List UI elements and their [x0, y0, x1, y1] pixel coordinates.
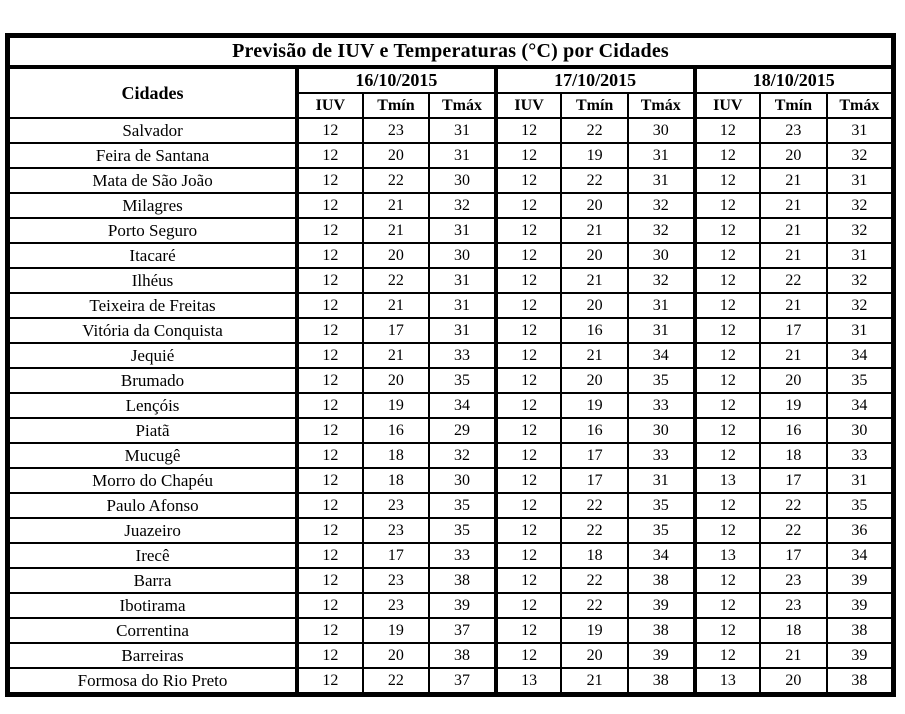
value-cell: 12 — [496, 393, 562, 418]
date-header-row — [8, 67, 894, 93]
value-cell: 34 — [827, 543, 894, 568]
table-row — [8, 468, 894, 493]
value-cell: 20 — [363, 143, 430, 168]
value-cell: 37 — [429, 668, 496, 695]
value-cell: 33 — [429, 543, 496, 568]
value-cell: 12 — [297, 618, 363, 643]
value-cell: 31 — [429, 143, 496, 168]
value-cell: 21 — [561, 343, 628, 368]
value-cell: 31 — [628, 168, 695, 193]
value-cell: 16 — [760, 418, 827, 443]
value-cell: 32 — [429, 443, 496, 468]
value-cell: 12 — [496, 643, 562, 668]
value-cell: 35 — [429, 493, 496, 518]
value-cell: 31 — [628, 468, 695, 493]
value-cell: 20 — [561, 193, 628, 218]
value-cell: 36 — [827, 518, 894, 543]
value-cell: 19 — [561, 143, 628, 168]
subheader-tmin: Tmín — [760, 93, 827, 118]
city-cell: Vitória da Conquista — [8, 318, 298, 343]
value-cell: 32 — [827, 193, 894, 218]
value-cell: 33 — [429, 343, 496, 368]
value-cell: 32 — [827, 268, 894, 293]
value-cell: 12 — [297, 668, 363, 695]
value-cell: 21 — [561, 268, 628, 293]
value-cell: 21 — [363, 343, 430, 368]
value-cell: 20 — [363, 643, 430, 668]
value-cell: 17 — [561, 468, 628, 493]
value-cell: 12 — [496, 468, 562, 493]
value-cell: 12 — [695, 318, 761, 343]
title-row — [8, 36, 894, 68]
value-cell: 31 — [429, 118, 496, 143]
value-cell: 31 — [827, 468, 894, 493]
value-cell: 18 — [760, 443, 827, 468]
city-cell: Mata de São João — [8, 168, 298, 193]
value-cell: 32 — [429, 193, 496, 218]
value-cell: 22 — [561, 168, 628, 193]
value-cell: 38 — [827, 618, 894, 643]
value-cell: 20 — [363, 243, 430, 268]
value-cell: 12 — [297, 543, 363, 568]
value-cell: 32 — [827, 143, 894, 168]
value-cell: 17 — [363, 318, 430, 343]
value-cell: 22 — [760, 493, 827, 518]
value-cell: 21 — [561, 668, 628, 695]
value-cell: 33 — [628, 393, 695, 418]
city-cell: Milagres — [8, 193, 298, 218]
value-cell: 12 — [297, 393, 363, 418]
value-cell: 17 — [363, 543, 430, 568]
value-cell: 12 — [695, 418, 761, 443]
value-cell: 16 — [363, 418, 430, 443]
value-cell: 12 — [496, 168, 562, 193]
value-cell: 12 — [297, 318, 363, 343]
value-cell: 34 — [827, 343, 894, 368]
value-cell: 21 — [561, 218, 628, 243]
value-cell: 39 — [628, 643, 695, 668]
value-cell: 34 — [429, 393, 496, 418]
value-cell: 31 — [429, 318, 496, 343]
table-row — [8, 218, 894, 243]
value-cell: 12 — [297, 118, 363, 143]
city-cell: Itacaré — [8, 243, 298, 268]
value-cell: 33 — [827, 443, 894, 468]
value-cell: 32 — [628, 268, 695, 293]
value-cell: 12 — [297, 443, 363, 468]
value-cell: 39 — [429, 593, 496, 618]
value-cell: 12 — [496, 243, 562, 268]
value-cell: 34 — [827, 393, 894, 418]
value-cell: 12 — [496, 318, 562, 343]
value-cell: 13 — [695, 468, 761, 493]
value-cell: 18 — [561, 543, 628, 568]
value-cell: 12 — [496, 218, 562, 243]
subheader-iuv: IUV — [496, 93, 562, 118]
table-row — [8, 568, 894, 593]
table-row — [8, 368, 894, 393]
value-cell: 29 — [429, 418, 496, 443]
value-cell: 12 — [496, 568, 562, 593]
value-cell: 12 — [695, 618, 761, 643]
value-cell: 31 — [628, 293, 695, 318]
value-cell: 31 — [827, 168, 894, 193]
value-cell: 21 — [363, 293, 430, 318]
city-cell: Irecê — [8, 543, 298, 568]
value-cell: 38 — [429, 568, 496, 593]
value-cell: 12 — [496, 543, 562, 568]
value-cell: 30 — [628, 418, 695, 443]
city-cell: Ilhéus — [8, 268, 298, 293]
value-cell: 21 — [760, 193, 827, 218]
value-cell: 12 — [695, 143, 761, 168]
value-cell: 19 — [363, 393, 430, 418]
value-cell: 12 — [695, 643, 761, 668]
value-cell: 38 — [628, 618, 695, 643]
value-cell: 39 — [628, 593, 695, 618]
value-cell: 21 — [363, 193, 430, 218]
value-cell: 17 — [760, 468, 827, 493]
value-cell: 18 — [363, 468, 430, 493]
subheader-iuv: IUV — [695, 93, 761, 118]
value-cell: 17 — [760, 318, 827, 343]
subheader-tmax: Tmáx — [429, 93, 496, 118]
value-cell: 39 — [827, 568, 894, 593]
value-cell: 19 — [363, 618, 430, 643]
value-cell: 22 — [760, 268, 827, 293]
value-cell: 33 — [628, 443, 695, 468]
table-body — [8, 118, 894, 695]
value-cell: 38 — [827, 668, 894, 695]
value-cell: 22 — [561, 493, 628, 518]
value-cell: 32 — [628, 193, 695, 218]
value-cell: 12 — [297, 218, 363, 243]
value-cell: 12 — [496, 618, 562, 643]
table-row — [8, 118, 894, 143]
table-row — [8, 343, 894, 368]
value-cell: 23 — [760, 568, 827, 593]
table-row — [8, 643, 894, 668]
value-cell: 23 — [760, 118, 827, 143]
value-cell: 34 — [628, 543, 695, 568]
value-cell: 30 — [429, 168, 496, 193]
subheader-tmax: Tmáx — [827, 93, 894, 118]
city-cell: Brumado — [8, 368, 298, 393]
value-cell: 12 — [695, 268, 761, 293]
value-cell: 12 — [496, 343, 562, 368]
value-cell: 12 — [297, 293, 363, 318]
table-row — [8, 393, 894, 418]
value-cell: 30 — [628, 118, 695, 143]
value-cell: 21 — [760, 168, 827, 193]
value-cell: 23 — [363, 593, 430, 618]
value-cell: 20 — [760, 668, 827, 695]
subheader-tmax: Tmáx — [628, 93, 695, 118]
value-cell: 39 — [827, 643, 894, 668]
value-cell: 12 — [297, 143, 363, 168]
table-row — [8, 543, 894, 568]
value-cell: 12 — [297, 418, 363, 443]
value-cell: 22 — [363, 268, 430, 293]
value-cell: 22 — [561, 118, 628, 143]
value-cell: 12 — [695, 443, 761, 468]
value-cell: 12 — [695, 493, 761, 518]
value-cell: 12 — [695, 118, 761, 143]
value-cell: 21 — [760, 643, 827, 668]
value-cell: 12 — [496, 118, 562, 143]
value-cell: 12 — [297, 168, 363, 193]
value-cell: 13 — [695, 543, 761, 568]
value-cell: 12 — [496, 143, 562, 168]
value-cell: 20 — [561, 243, 628, 268]
value-cell: 23 — [363, 118, 430, 143]
value-cell: 21 — [760, 343, 827, 368]
city-cell: Salvador — [8, 118, 298, 143]
value-cell: 16 — [561, 318, 628, 343]
value-cell: 12 — [297, 268, 363, 293]
value-cell: 12 — [496, 268, 562, 293]
value-cell: 20 — [760, 143, 827, 168]
table-row — [8, 443, 894, 468]
value-cell: 19 — [760, 393, 827, 418]
value-cell: 12 — [496, 418, 562, 443]
city-cell: Piatã — [8, 418, 298, 443]
city-cell: Jequié — [8, 343, 298, 368]
table-row — [8, 243, 894, 268]
value-cell: 12 — [695, 343, 761, 368]
value-cell: 12 — [297, 243, 363, 268]
value-cell: 20 — [561, 368, 628, 393]
subheader-tmin: Tmín — [363, 93, 430, 118]
city-cell: Morro do Chapéu — [8, 468, 298, 493]
city-cell: Paulo Afonso — [8, 493, 298, 518]
value-cell: 21 — [760, 218, 827, 243]
value-cell: 13 — [496, 668, 562, 695]
value-cell: 31 — [827, 318, 894, 343]
value-cell: 30 — [429, 468, 496, 493]
value-cell: 12 — [695, 293, 761, 318]
value-cell: 32 — [827, 293, 894, 318]
forecast-table — [5, 33, 896, 697]
value-cell: 12 — [496, 443, 562, 468]
value-cell: 23 — [363, 568, 430, 593]
value-cell: 22 — [760, 518, 827, 543]
city-cell: Teixeira de Freitas — [8, 293, 298, 318]
city-cell: Correntina — [8, 618, 298, 643]
value-cell: 21 — [363, 218, 430, 243]
value-cell: 12 — [297, 493, 363, 518]
value-cell: 19 — [561, 618, 628, 643]
value-cell: 12 — [695, 193, 761, 218]
value-cell: 30 — [628, 243, 695, 268]
value-cell: 20 — [760, 368, 827, 393]
table-row — [8, 268, 894, 293]
value-cell: 18 — [760, 618, 827, 643]
value-cell: 12 — [695, 368, 761, 393]
value-cell: 12 — [695, 218, 761, 243]
value-cell: 12 — [297, 518, 363, 543]
value-cell: 22 — [363, 168, 430, 193]
value-cell: 22 — [363, 668, 430, 695]
value-cell: 38 — [429, 643, 496, 668]
value-cell: 22 — [561, 593, 628, 618]
date-header-day2: 17/10/2015 — [496, 67, 695, 93]
subheader-tmin: Tmín — [561, 93, 628, 118]
value-cell: 12 — [695, 168, 761, 193]
table-row — [8, 593, 894, 618]
value-cell: 16 — [561, 418, 628, 443]
value-cell: 38 — [628, 668, 695, 695]
value-cell: 31 — [429, 218, 496, 243]
value-cell: 39 — [827, 593, 894, 618]
city-cell: Juazeiro — [8, 518, 298, 543]
value-cell: 12 — [496, 293, 562, 318]
table-row — [8, 318, 894, 343]
value-cell: 31 — [628, 143, 695, 168]
table-row — [8, 518, 894, 543]
date-header-day1: 16/10/2015 — [297, 67, 496, 93]
value-cell: 12 — [297, 343, 363, 368]
table-row — [8, 418, 894, 443]
value-cell: 12 — [695, 568, 761, 593]
value-cell: 19 — [561, 393, 628, 418]
city-cell: Formosa do Rio Preto — [8, 668, 298, 695]
value-cell: 20 — [363, 368, 430, 393]
value-cell: 21 — [760, 243, 827, 268]
date-header-day3: 18/10/2015 — [695, 67, 894, 93]
value-cell: 35 — [429, 368, 496, 393]
value-cell: 12 — [496, 193, 562, 218]
city-cell: Feira de Santana — [8, 143, 298, 168]
city-cell: Ibotirama — [8, 593, 298, 618]
value-cell: 21 — [760, 293, 827, 318]
table-row — [8, 143, 894, 168]
value-cell: 20 — [561, 643, 628, 668]
value-cell: 20 — [561, 293, 628, 318]
value-cell: 35 — [827, 493, 894, 518]
value-cell: 35 — [628, 493, 695, 518]
value-cell: 12 — [297, 368, 363, 393]
value-cell: 30 — [429, 243, 496, 268]
value-cell: 12 — [496, 368, 562, 393]
value-cell: 12 — [496, 518, 562, 543]
value-cell: 12 — [297, 193, 363, 218]
value-cell: 23 — [363, 493, 430, 518]
value-cell: 31 — [827, 243, 894, 268]
value-cell: 35 — [628, 368, 695, 393]
value-cell: 17 — [760, 543, 827, 568]
value-cell: 12 — [297, 643, 363, 668]
value-cell: 12 — [695, 393, 761, 418]
cities-column-header: Cidades — [8, 67, 298, 118]
value-cell: 12 — [496, 493, 562, 518]
value-cell: 32 — [628, 218, 695, 243]
table-row — [8, 168, 894, 193]
table-row — [8, 618, 894, 643]
value-cell: 35 — [429, 518, 496, 543]
city-cell: Barra — [8, 568, 298, 593]
value-cell: 35 — [827, 368, 894, 393]
value-cell: 37 — [429, 618, 496, 643]
table-row — [8, 293, 894, 318]
value-cell: 12 — [496, 593, 562, 618]
value-cell: 38 — [628, 568, 695, 593]
value-cell: 31 — [429, 293, 496, 318]
table-row — [8, 493, 894, 518]
value-cell: 22 — [561, 568, 628, 593]
table-row — [8, 193, 894, 218]
city-cell: Mucugê — [8, 443, 298, 468]
city-cell: Porto Seguro — [8, 218, 298, 243]
table-row — [8, 668, 894, 695]
subheader-iuv: IUV — [297, 93, 363, 118]
value-cell: 35 — [628, 518, 695, 543]
value-cell: 17 — [561, 443, 628, 468]
value-cell: 31 — [628, 318, 695, 343]
city-cell: Lençóis — [8, 393, 298, 418]
value-cell: 12 — [297, 468, 363, 493]
value-cell: 34 — [628, 343, 695, 368]
value-cell: 12 — [695, 243, 761, 268]
value-cell: 12 — [695, 593, 761, 618]
value-cell: 12 — [297, 593, 363, 618]
value-cell: 23 — [760, 593, 827, 618]
value-cell: 22 — [561, 518, 628, 543]
value-cell: 12 — [695, 518, 761, 543]
value-cell: 31 — [429, 268, 496, 293]
value-cell: 12 — [297, 568, 363, 593]
value-cell: 31 — [827, 118, 894, 143]
value-cell: 18 — [363, 443, 430, 468]
value-cell: 30 — [827, 418, 894, 443]
table-title: Previsão de IUV e Temperaturas (°C) por Cidades — [8, 36, 894, 68]
value-cell: 32 — [827, 218, 894, 243]
city-cell: Barreiras — [8, 643, 298, 668]
value-cell: 13 — [695, 668, 761, 695]
value-cell: 23 — [363, 518, 430, 543]
